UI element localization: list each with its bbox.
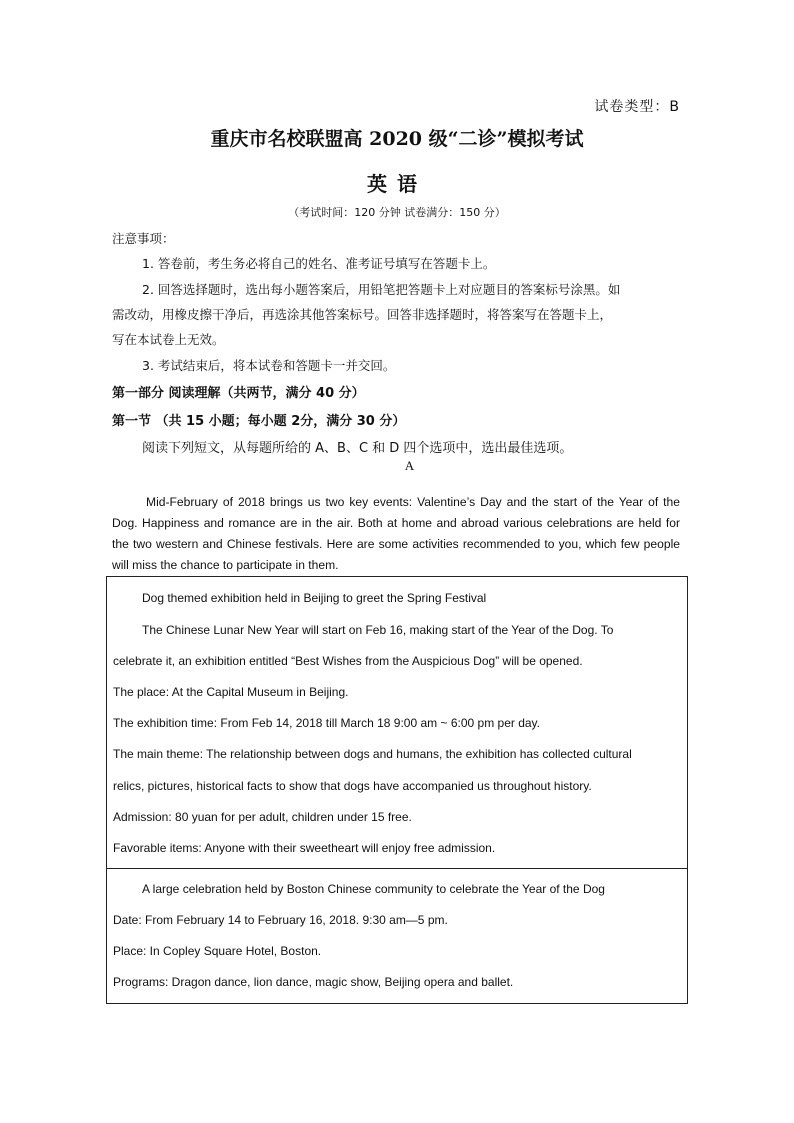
note-item-3: 3. 考试结束后，将本试卷和答题卡一并交回。 bbox=[142, 358, 396, 373]
instruction-text: 阅读下列短文，从每题所给的 A、B、C 和 D 四个选项中，选出最佳选项。 bbox=[142, 441, 573, 456]
boston-celebration-box bbox=[106, 869, 688, 1004]
exam-time-info: （考试时间：120 分钟 试卷满分：150 分） bbox=[288, 206, 506, 219]
section-heading: 第一节 （共 15 小题；每小题 2分，满分 30 分） bbox=[112, 414, 406, 429]
note-item-2-line-2: 需改动，用橡皮擦干净后，再选涂其他答案标号。回答非选择题时，将答案写在答题卡上， bbox=[112, 307, 613, 322]
note-item-2-line-3: 写在本试卷上无效。 bbox=[112, 332, 225, 347]
part-heading: 第一部分 阅读理解（共两节，满分 40 分） bbox=[112, 386, 365, 401]
exhibition-theme-line-1: The main theme: The relationship between dogs and humans, the exhibition has collected cultural bbox=[113, 747, 632, 761]
boston-programs: Programs: Dragon dance, lion dance, magic show, Beijing opera and ballet. bbox=[113, 975, 514, 989]
passage-label: A bbox=[404, 458, 415, 473]
exam-title: 重庆市名校联盟高 2020 级“二诊”模拟考试 bbox=[210, 128, 584, 150]
exhibition-theme-line-2: relics, pictures, historical facts to show that dogs have accompanied us throughout history. bbox=[113, 779, 592, 793]
exhibition-desc-line-1: The Chinese Lunar New Year will start on Feb 16, making start of the Year of the Dog. To bbox=[142, 623, 614, 637]
subject-title: 英语 bbox=[367, 172, 427, 196]
intro-paragraph: Mid-February of 2018 brings us two key events: Valentine’s Day and the start of the Year of the Dog. Happiness and romance are in the air. Both at home and abroad various celebrations are held for the two western and Chinese festivals. Here are some activities recommended to you, which few people will miss the chance to participate in them. bbox=[112, 495, 680, 572]
boston-place: Place: In Copley Square Hotel, Boston. bbox=[113, 944, 322, 958]
notes-heading: 注意事项： bbox=[112, 231, 175, 246]
boston-date: Date: From February 14 to February 16, 2018. 9:30 am—5 pm. bbox=[113, 913, 448, 927]
exhibition-title: Dog themed exhibition held in Beijing to greet the Spring Festival bbox=[142, 591, 487, 605]
exhibition-place: The place: At the Capital Museum in Beijing. bbox=[113, 685, 349, 699]
exhibition-time: The exhibition time: From Feb 14, 2018 till March 18 9:00 am ~ 6:00 pm per day. bbox=[113, 716, 540, 730]
exhibition-favorable: Favorable items: Anyone with their sweetheart will enjoy free admission. bbox=[113, 841, 496, 855]
note-item-2-line-1: 2. 回答选择题时，选出每小题答案后，用铅笔把答题卡上对应题目的答案标号涂黑。如 bbox=[142, 282, 621, 297]
exhibition-box bbox=[106, 576, 688, 869]
exhibition-admission: Admission: 80 yuan for per adult, children under 15 free. bbox=[113, 810, 412, 824]
boston-title: A large celebration held by Boston Chinese community to celebrate the Year of the Dog bbox=[142, 882, 605, 896]
paper-type-label: 试卷类型：B bbox=[594, 99, 680, 115]
exhibition-desc-line-2: celebrate it, an exhibition entitled “Best Wishes from the Auspicious Dog” will be opened. bbox=[113, 654, 583, 668]
note-item-1: 1. 答卷前，考生务必将自己的姓名、准考证号填写在答题卡上。 bbox=[142, 256, 496, 271]
